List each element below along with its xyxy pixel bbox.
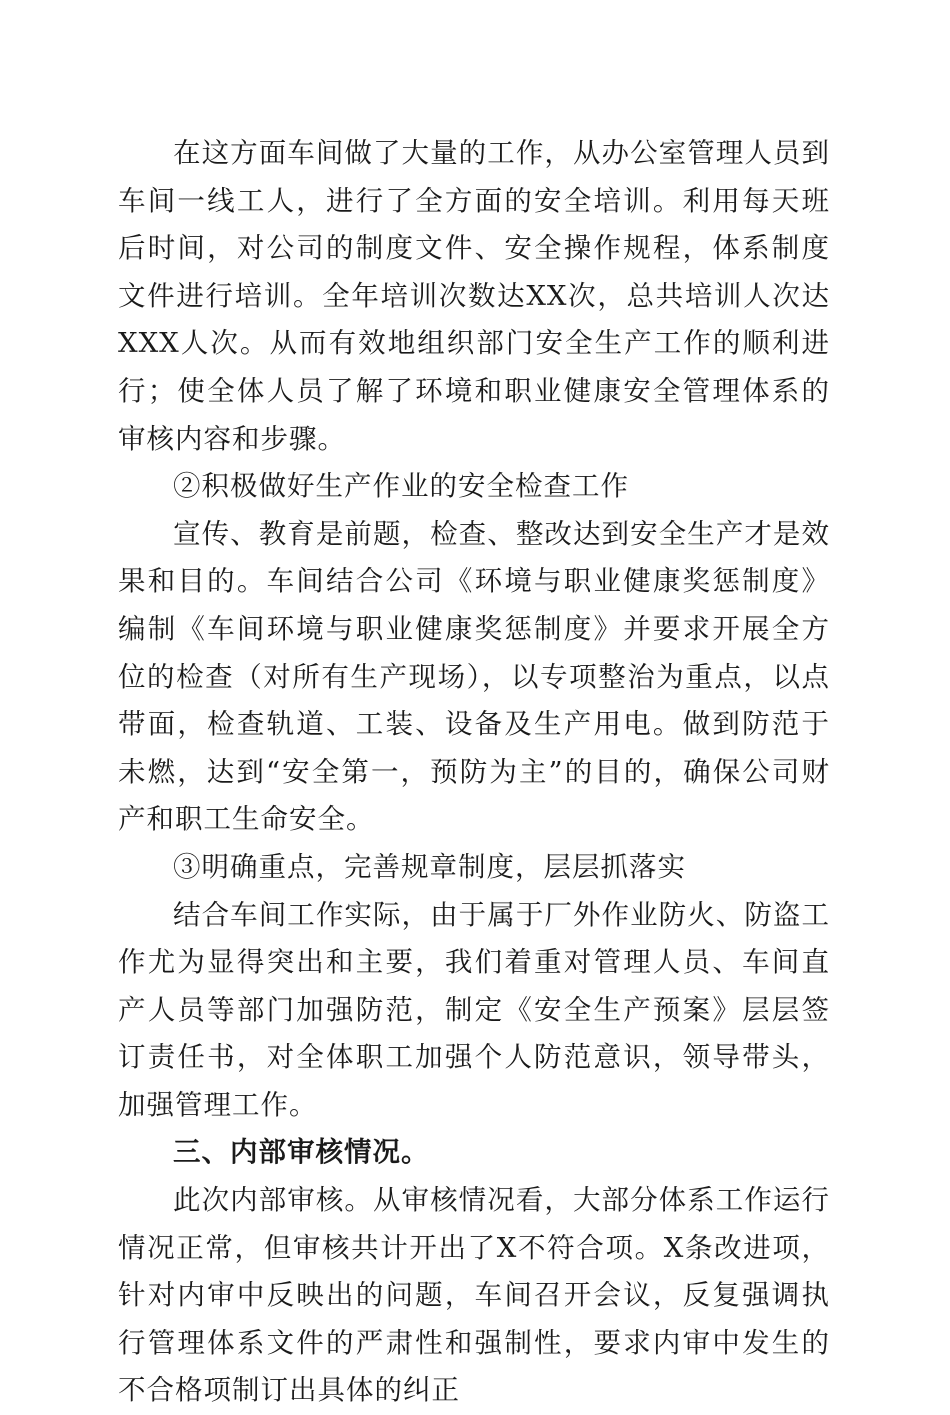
document-body bbox=[118, 130, 830, 1415]
paragraph-inspection: 宣传、教育是前题，检查、整改达到安全生产才是效果和目的。车间结合公司《环境与职业健康奖惩制度》编制《车间环境与职业健康奖惩制度》并要求开展全方位的检查（对所有生产现场），以专项整治为重点，以点带面，检查轨道、工装、设备及生产用电。做到防范于未燃，达到“安全第一，预防为主”的目的，确保公司财产和职工生命安全。 bbox=[118, 517, 830, 836]
subheading-regulations: ③明确重点，完善规章制度，层层抓落实 bbox=[173, 850, 686, 883]
subheading-safety-inspection: ②积极做好生产作业的安全检查工作 bbox=[173, 470, 629, 503]
section-heading-internal-audit: 三、内部审核情况。 bbox=[173, 1136, 430, 1169]
paragraph-prevention: 结合车间工作实际，由于属于厂外作业防火、防盗工作尤为显得突出和主要，我们着重对管理人员、车间直产人员等部门加强防范，制定《安全生产预案》层层签订责任书，对全体职工加强个人防范意识，领导带头，加强管理工作。 bbox=[118, 898, 830, 1121]
paragraph-training: 在这方面车间做了大量的工作，从办公室管理人员到车间一线工人，进行了全方面的安全培训。利用每天班后时间，对公司的制度文件、安全操作规程，体系制度文件进行培训。全年培训次数达XX次，总共培训人次达XXX人次。从而有效地组织部门安全生产工作的顺利进行；使全体人员了解了环境和职业健康安全管理体系的审核内容和步骤。 bbox=[118, 137, 830, 455]
paragraph-internal-audit: 此次内部审核。从审核情况看，大部分体系工作运行情况正常，但审核共计开出了X不符合项。X条改进项，针对内审中反映出的问题，车间召开会议，反复强调执行管理体系文件的严肃性和强制性，要求内审中发生的不合格项制订出具体的纠正 bbox=[118, 1184, 830, 1407]
